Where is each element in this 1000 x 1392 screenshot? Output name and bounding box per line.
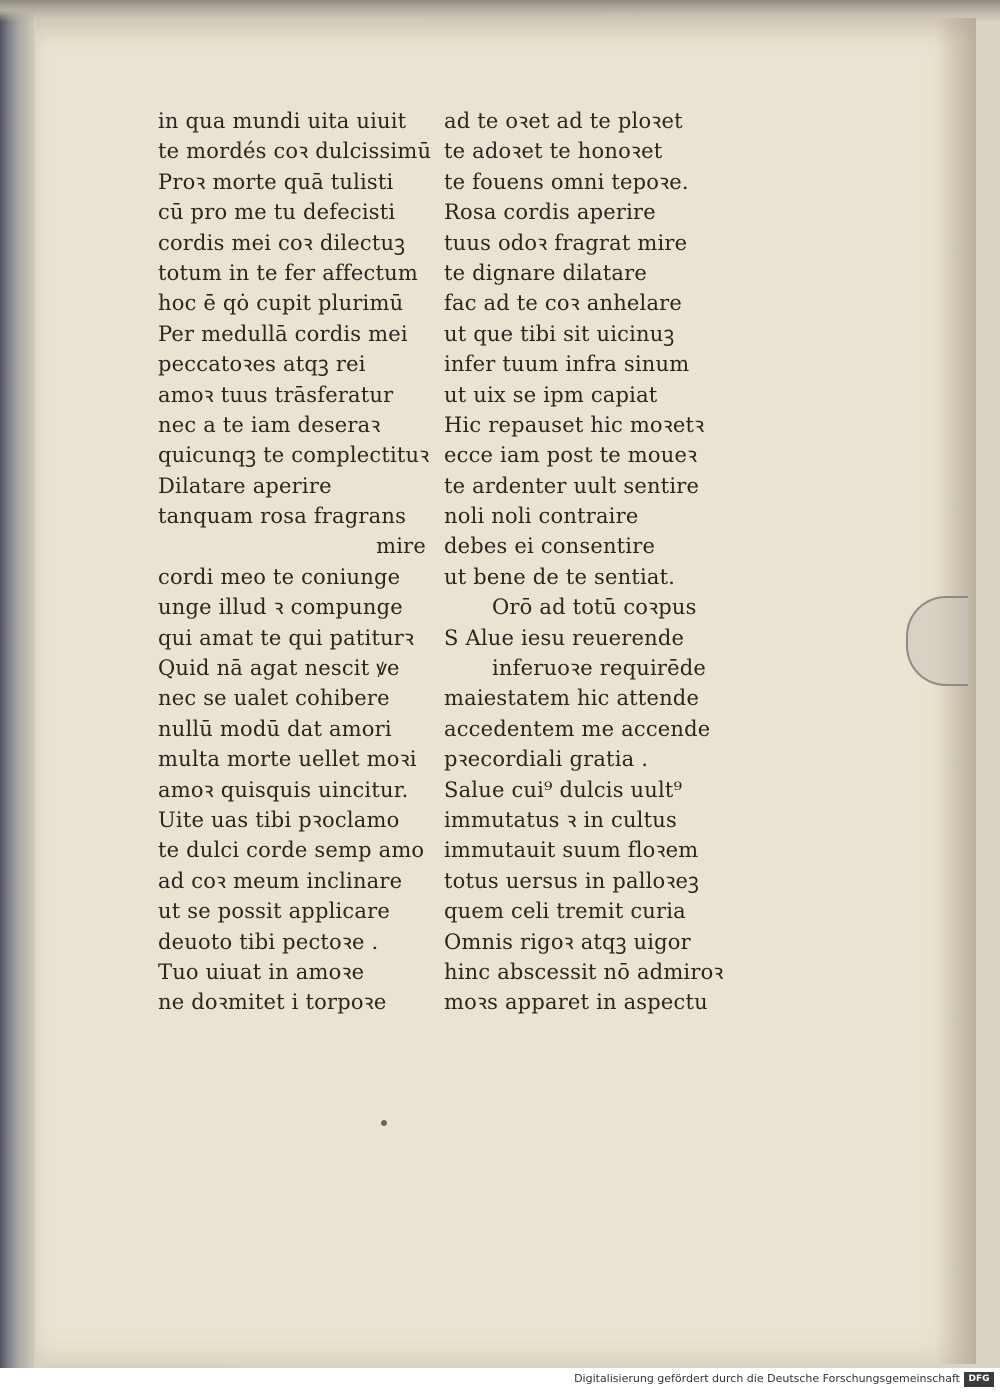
text-line: Proꝛ morte quā tulisti (158, 169, 394, 194)
text-line: Omnis rigoꝛ atqꝫ uigor (444, 929, 691, 954)
text-line: Quid nā agat nescit ꝟe (158, 656, 400, 681)
text-line: te mordés coꝛ dulcissimū (158, 139, 432, 164)
text-line: deuoto tibi pectoꝛe . (158, 929, 379, 954)
text-line: Dilatare aperire (158, 473, 332, 498)
text-line: hoc ē qȯ cupit plurimū (158, 291, 404, 316)
text-line: noli noli contraire (444, 504, 639, 529)
text-line: te fouens omni tepoꝛe. (444, 169, 689, 194)
text-line: quem celi tremit curia (444, 899, 686, 924)
text-line: Per medullā cordis mei (158, 321, 408, 346)
text-line: multa morte uellet moꝛi (158, 747, 417, 772)
book-binding-edge (0, 0, 34, 1370)
text-line: amoꝛ quisquis uincitur. (158, 777, 409, 802)
text-line: accedentem me accende (444, 716, 711, 741)
section-heading: Orō ad totū coꝛpus (492, 595, 697, 620)
text-line: Hic repauset hic moꝛetꝛ (444, 412, 705, 437)
dfg-logo-icon: DFG (964, 1372, 994, 1387)
text-line: cū pro me tu defecisti (158, 200, 396, 225)
text-line: peccatoꝛes atqꝫ rei (158, 352, 366, 377)
text-line: te dignare dilatare (444, 260, 647, 285)
text-line: moꝛs apparet in aspectu (444, 990, 708, 1015)
text-line: Rosa cordis aperire (444, 200, 656, 225)
text-line: unge illud ꝛ compunge (158, 595, 403, 620)
right-text-column (444, 106, 724, 1018)
text-line: ut bene de te sentiat. (444, 564, 676, 589)
text-line: ut uix se ipm capiat (444, 382, 658, 407)
funding-credit: Digitalisierung gefördert durch die Deutsche Forschungsgemeinschaft (574, 1372, 960, 1385)
text-line: te dulci corde semp amo (158, 838, 425, 863)
text-line: ad te oꝛet ad te ploꝛet (444, 109, 683, 133)
page-right-shadow (936, 18, 976, 1364)
text-line: quicunqꝫ te complectituꝛ (158, 443, 430, 468)
page-mark (381, 1120, 387, 1126)
text-line: cordi meo te coniunge (158, 564, 401, 589)
text-line: nec a te iam deseraꝛ (158, 412, 381, 437)
text-line: ut se possit applicare (158, 899, 390, 924)
text-line: Tuo uiuat in amoꝛe (158, 959, 365, 984)
text-line: nec se ualet cohibere (158, 686, 390, 711)
text-line: ne doꝛmitet i torpoꝛe (158, 990, 387, 1015)
text-line: Salue cui⁹ dulcis uult⁹ (444, 777, 683, 802)
left-text-column (158, 106, 444, 1018)
footer-bar (0, 1368, 1000, 1392)
text-line: amoꝛ tuus trāsferatur (158, 382, 394, 407)
text-line: ut que tibi sit uicinuꝫ (444, 321, 675, 346)
text-line: Uite uas tibi pꝛoclamo (158, 807, 400, 832)
text-line: tanquam rosa fragrans (158, 504, 407, 529)
text-line: nullū modū dat amori (158, 716, 392, 741)
text-line: totum in te fer affectum (158, 260, 418, 285)
text-line: hinc abscessit nō admiroꝛ (444, 959, 724, 984)
text-line: te ardenter uult sentire (444, 473, 700, 498)
page-clip (906, 596, 968, 686)
text-line: immutatus ꝛ in cultus (444, 807, 677, 832)
text-line: in qua mundi uita uiuit (158, 109, 407, 133)
text-line: pꝛecordiali gratia . (444, 747, 649, 772)
text-line: inferuoꝛe requirēde (492, 656, 706, 681)
text-line: ad coꝛ meum inclinare (158, 868, 403, 893)
text-line: mire (376, 534, 426, 559)
text-line: te adoꝛet te honoꝛet (444, 139, 663, 164)
text-line: ecce iam post te moueꝛ (444, 443, 698, 468)
text-line: qui amat te qui patiturꝛ (158, 625, 415, 650)
text-line: fac ad te coꝛ anhelare (444, 291, 683, 316)
text-line: totus uersus in palloꝛeꝫ (444, 868, 700, 893)
text-line: tuus odoꝛ fragrat mire (444, 230, 688, 255)
text-line: maiestatem hic attende (444, 686, 700, 711)
text-line: immutauit suum floꝛem (444, 838, 699, 863)
text-line: infer tuum infra sinum (444, 352, 690, 377)
text-line: debes ei consentire (444, 534, 656, 559)
text-line: S Alue iesu reuerende (444, 625, 685, 650)
text-line: cordis mei coꝛ dilectuꝫ (158, 230, 406, 255)
